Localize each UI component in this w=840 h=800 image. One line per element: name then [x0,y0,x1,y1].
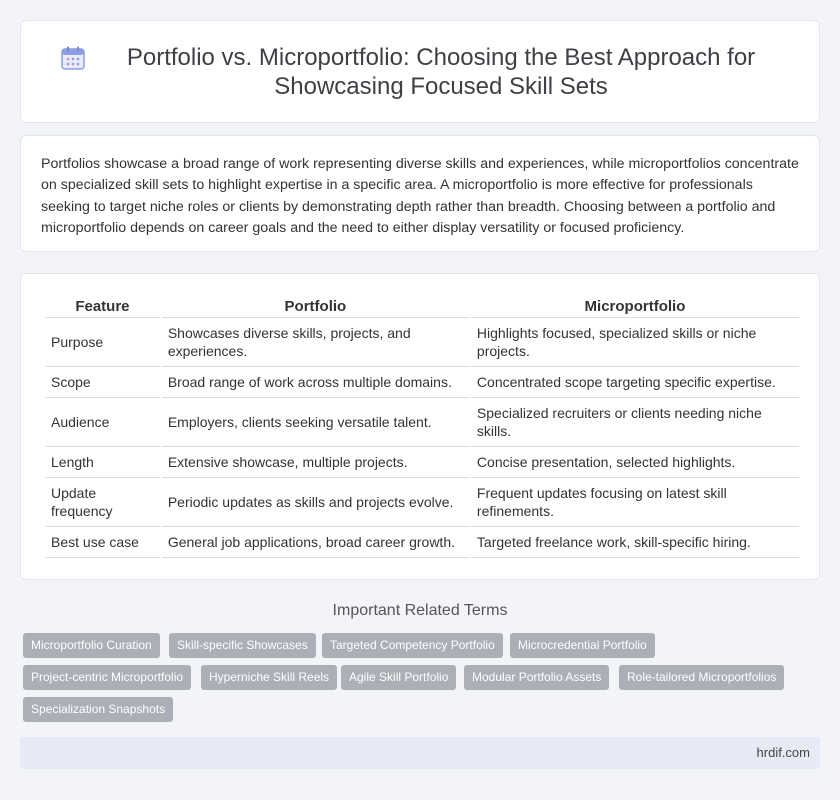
footer [20,737,820,769]
feature-cell: Best use case [45,527,160,558]
feature-cell: Purpose [45,318,160,367]
comparison-table [43,296,801,558]
portfolio-cell: Employers, clients seeking versatile talent. [162,398,469,447]
tag-link[interactable]: Role-tailored Microportfolios [619,665,784,690]
portfolio-cell: Extensive showcase, multiple projects. [162,447,469,478]
footer-site-link[interactable]: hrdif.com [756,745,810,760]
tag-link[interactable]: Microportfolio Curation [23,633,160,658]
table-row [45,318,799,367]
portfolio-cell: General job applications, broad career growth. [162,527,469,558]
microportfolio-cell: Highlights focused, specialized skills or niche projects. [471,318,799,367]
feature-cell: Scope [45,367,160,398]
header-microportfolio: Microportfolio [471,296,799,318]
tag-link[interactable]: Modular Portfolio Assets [464,665,609,690]
calendar-icon [60,45,86,71]
intro-card [20,135,820,252]
portfolio-cell: Broad range of work across multiple domains. [162,367,469,398]
table-row [45,527,799,558]
tag-link[interactable]: Specialization Snapshots [23,697,173,722]
tag-link[interactable]: Microcredential Portfolio [510,633,655,658]
title-wrap [60,43,780,101]
title-card [20,20,820,123]
feature-cell: Audience [45,398,160,447]
microportfolio-cell: Targeted freelance work, skill-specific hiring. [471,527,799,558]
microportfolio-cell: Specialized recruiters or clients needing niche skills. [471,398,799,447]
related-terms-heading: Important Related Terms [332,602,508,619]
microportfolio-cell: Frequent updates focusing on latest skill refinements. [471,478,799,527]
tag-link[interactable]: Hyperniche Skill Reels [201,665,337,690]
feature-cell: Length [45,447,160,478]
comparison-table-card [20,273,820,580]
header-portfolio: Portfolio [162,296,469,318]
portfolio-cell: Showcases diverse skills, projects, and experiences. [162,318,469,367]
page-title: Portfolio vs. Microportfolio: Choosing the Best Approach for Showcasing Focused Skill Sets [126,43,756,100]
table-row [45,398,799,447]
table-row [45,478,799,527]
table-row [45,367,799,398]
tag-link[interactable]: Targeted Competency Portfolio [322,633,503,658]
tag-link[interactable]: Project-centric Microportfolio [23,665,191,690]
intro-paragraph: Portfolios showcase a broad range of work representing diverse skills and experiences, while microportfolios concentrate on specialized skill sets to highlight expertise in a specific area. A microportfolio is more effective for professionals seeking to target niche roles or clients by demonstrating depth rather than breadth. Choosing between a portfolio and microportfolio depends on career goals and the need to either display versatility or focused proficiency. [41,156,799,236]
table-row [45,447,799,478]
portfolio-cell: Periodic updates as skills and projects evolve. [162,478,469,527]
header-feature: Feature [45,296,160,318]
microportfolio-cell: Concise presentation, selected highlights. [471,447,799,478]
table-header-row [45,296,799,318]
feature-cell: Update frequency [45,478,160,527]
microportfolio-cell: Concentrated scope targeting specific expertise. [471,367,799,398]
tag-link[interactable]: Agile Skill Portfolio [341,665,456,690]
tag-link[interactable]: Skill-specific Showcases [169,633,316,658]
